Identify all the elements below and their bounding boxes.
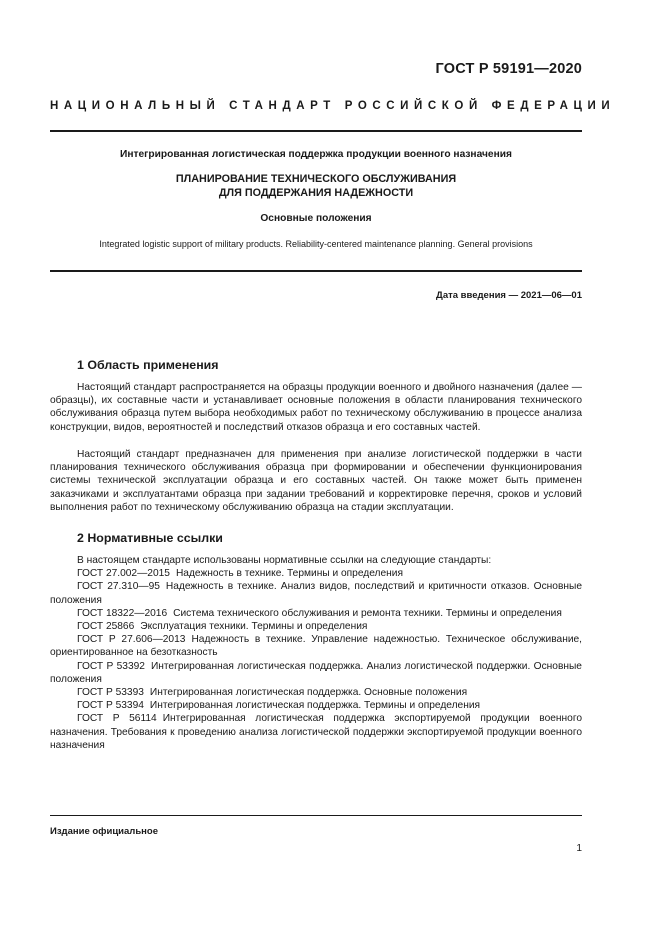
reference-code: ГОСТ Р 53393 <box>77 687 144 699</box>
document-kind: Основные положения <box>260 213 372 224</box>
reference-item <box>50 580 582 606</box>
section-2-heading: 2 Нормативные ссылки <box>77 531 223 545</box>
footer-divider <box>50 815 582 816</box>
reference-item <box>50 620 582 633</box>
section-1-paragraph: Настоящий стандарт предназначен для применения при анализе логистической поддержки в части планирования технического обслуживания образца при формировании и обеспечении функционирования системы технической эксплуатации образца и его составных частей. Он также может быть применен заказчиками и эксплуатантами образца при задании требований и корректировке перечня, сроков и условий выполнения работ по техническому обслуживанию образца на стадии эксплуатации. <box>50 449 582 513</box>
subtitle-ru: Интегрированная логистическая поддержка продукции военного назначения <box>120 149 512 160</box>
reference-code: ГОСТ 27.310—95 <box>77 581 160 593</box>
reference-title: Надежность в технике. Термины и определения <box>175 568 404 580</box>
reference-item <box>50 567 582 580</box>
reference-item <box>50 633 582 659</box>
reference-code: ГОСТ Р 53392 <box>77 660 145 672</box>
subtitle-en: Integrated logistic support of military products. Reliability-centered maintenance planning. General provisions <box>99 239 533 249</box>
reference-item <box>50 712 582 752</box>
reference-title: Интегрированная логистическая поддержка экспортируемой продукции военного назначения. Требования к проведению анализа логистической поддержки экспортируемой продукции военного назначения <box>50 713 582 751</box>
reference-title: Интегрированная логистическая поддержка. Основные положения <box>149 687 468 699</box>
reference-title: Интегрированная логистическая поддержка. Анализ логистической поддержки. Основные положения <box>50 660 582 685</box>
reference-item <box>50 607 582 620</box>
references-intro: В настоящем стандарте использованы нормативные ссылки на следующие стандарты: <box>77 555 492 566</box>
gost-number: ГОСТ Р 59191—2020 <box>435 61 582 77</box>
national-standard-title: НАЦИОНАЛЬНЫЙ СТАНДАРТ РОССИЙСКОЙ ФЕДЕРАЦИИ <box>50 100 616 112</box>
reference-code: ГОСТ 25866 <box>77 621 135 633</box>
reference-title: Надежность в технике. Анализ видов, последствий и критичности отказов. Основные положения <box>50 581 583 606</box>
reference-code: ГОСТ Р 56114 <box>77 713 157 725</box>
reference-code: ГОСТ 27.002—2015 <box>77 568 170 580</box>
reference-title: Система технического обслуживания и ремонта техники. Термины и определения <box>173 607 562 619</box>
reference-code: ГОСТ 18322—2016 <box>77 607 168 619</box>
page-number: 1 <box>576 843 582 854</box>
reference-item <box>50 686 582 699</box>
reference-code: ГОСТ Р 53394 <box>77 700 144 712</box>
reference-item <box>50 660 582 686</box>
reference-title: Надежность в технике. Управление надежностью. Техническое обслуживание, ориентированное на безотказность <box>50 634 583 659</box>
section-1-heading: 1 Область применения <box>77 358 219 372</box>
main-title <box>50 173 582 200</box>
normative-references <box>50 554 582 752</box>
reference-title: Эксплуатация техники. Термины и определения <box>140 621 368 633</box>
reference-code: ГОСТ Р 27.606—2013 <box>77 634 186 646</box>
main-title-line1: ПЛАНИРОВАНИЕ ТЕХНИЧЕСКОГО ОБСЛУЖИВАНИЯ <box>175 173 457 185</box>
main-title-line2: ДЛЯ ПОДДЕРЖАНИЯ НАДЕЖНОСТИ <box>218 186 414 199</box>
reference-item <box>50 699 582 712</box>
top-divider <box>50 130 582 132</box>
reference-title: Интегрированная логистическая поддержка. Термины и определения <box>149 700 481 712</box>
section-1-paragraph: Настоящий стандарт распространяется на образцы продукции военного и двойного назначения (далее — образцы), их составные части и устанавливает основные положения в области планирования технического обслуживания образца путем выбора необходимых работ по техническому обслуживанию в процессе анализа конструкции, видов, вероятностей и последствий отказов образца и его составных частей. <box>50 382 582 433</box>
official-edition-label: Издание официальное <box>50 826 158 837</box>
introduction-date: Дата введения — 2021—06—01 <box>436 290 582 301</box>
title-divider <box>50 270 582 272</box>
